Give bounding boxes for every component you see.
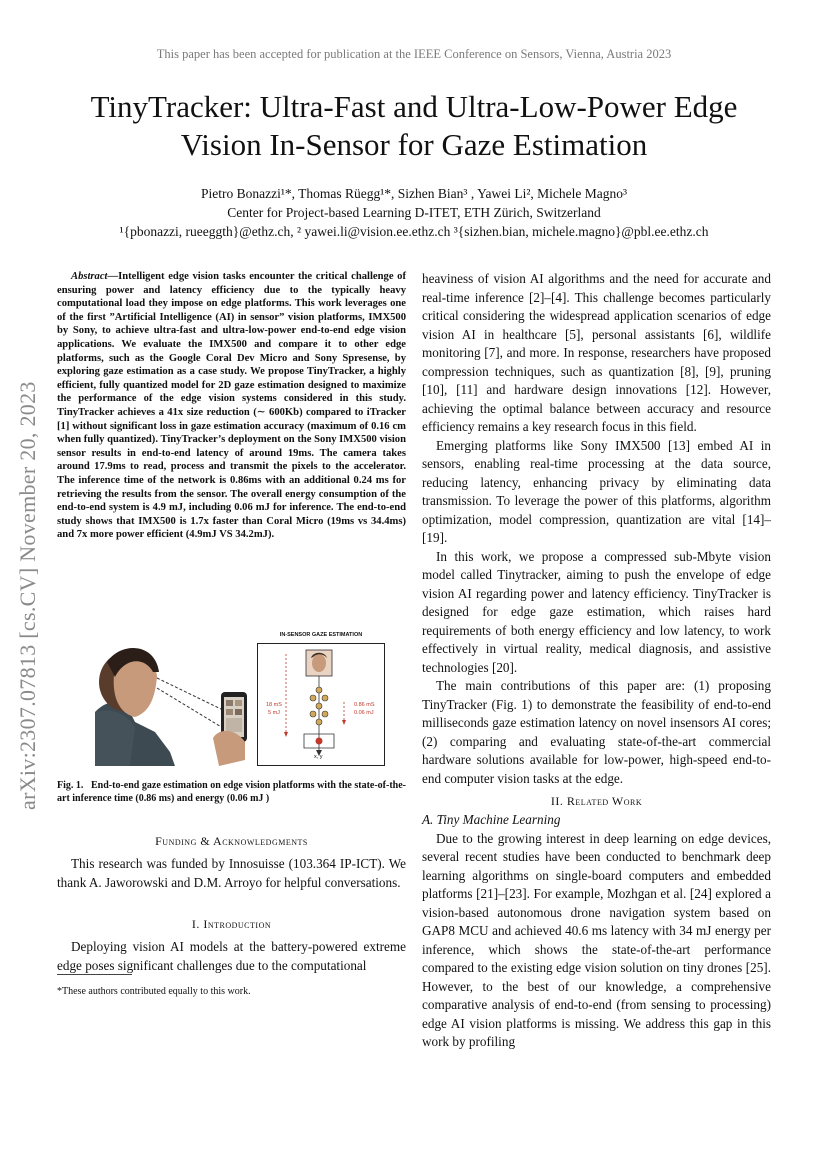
figure-label: IN-SENSOR GAZE ESTIMATION — [279, 632, 363, 638]
funding-heading: Funding & Acknowledgments — [155, 834, 308, 848]
paragraph-2: Emerging platforms like Sony IMX500 [13] embed AI in sensors, enabling real-time processing at the data source, reducing latency, enhancing privacy by eliminating data transmission. To leverage the power of this platforms, algorithm optimization, model compression, quantization are vital [14]–[19]. — [422, 437, 771, 545]
author-affiliation: Center for Project-based Learning D-ITET, ETH Zürich, Switzerland — [227, 205, 601, 220]
paragraph-4: The main contributions of this paper are: (1) proposing TinyTracker (Fig. 1) to demonstrate the feasibility of end-to-end milliseconds gaze estimation latency on novel insensors AI cores; (2) comparing and evaluating state-of-the-art commercial hardware solutions available for low-power, high-speed end-to-end computer vision tasks at the edge. — [422, 678, 771, 786]
introduction-section — [57, 917, 406, 975]
caption-lead: Fig. 1. — [57, 780, 84, 791]
introduction-text: Deploying vision AI models at the battery-powered extreme edge poses significant challenges due to the computational — [57, 939, 406, 973]
paper-title — [40, 88, 788, 164]
in-sensor-diagram — [257, 643, 385, 766]
figure-caption — [57, 779, 406, 805]
introduction-heading: I. Introduction — [191, 917, 272, 931]
title-line-1: TinyTracker: Ultra-Fast and Ultra-Low-Power Edge — [90, 89, 738, 124]
abstract-text: —Intelligent edge vision tasks encounter the critical challenge of ensuring power and latency efficiency due to the typically heavy computational load they impose on edge platforms. This work leverages one of the first ”Artificial Intelligence (AI) in sensor” vision platforms, IMX500 by Sony, to achieve ultra-fast and ultra-low-power end-to-end edge vision applications. We evaluate the IMX500 and compare it to other edge platforms, such as the Google Coral Dev Micro and Sony Spresense, by exploring gaze estimation as a case study. We propose TinyTracker, a highly efficient, fully quantized model for 2D gaze estimation designed to maximize the performance of the edge vision systems considered in this study. TinyTracker achieves a 41x size reduction (∼ 600Kb) compared to iTracker [1] without significant loss in gaze estimation accuracy (maximum of 0.16 cm when fully quantized). TinyTracker’s deployment on the Sony IMX500 vision sensor results in end-to-end latency of around 19ms. The camera takes around 17.9ms to read, process and transmit the pixels to the accelerator. The inference time of the network is 0.86ms with an additional 0.24 ms for retrieving the results from the sensor. The overall energy consumption of the end-to-end system is 4.9 mJ, including 0.06 mJ for inference. The end-to-end study shows that IMX500 is 1.7x faster than Coral Micro (19ms vs 34.4ms) and 7x more power efficient (4.9mJ VS 34.2mJ). — [57, 271, 406, 541]
right-column — [422, 270, 771, 1052]
tiny-ml-subheading: A. Tiny Machine Learning — [422, 812, 561, 827]
latency-annotation-left-1: 18 mS — [266, 702, 282, 708]
author-block — [40, 184, 788, 241]
caption-text: End-to-end gaze estimation on edge vision platforms with the state-of-the-art inference time (0.86 ms) and energy (0.06 mJ ) — [57, 780, 406, 804]
figure-photo — [95, 642, 250, 766]
abstract — [57, 270, 406, 542]
publication-notice: This paper has been accepted for publication at the IEEE Conference on Sensors, Vienna, Austria 2023 — [156, 47, 672, 61]
energy-annotation-left-2: 5 mJ — [268, 710, 280, 716]
footnote: *These authors contributed equally to this work. — [57, 986, 251, 997]
energy-annotation-right-2: 0.06 mJ — [354, 710, 374, 716]
arxiv-identifier: arXiv:2307.07813 [cs.CV] November 20, 2023 — [15, 381, 40, 810]
left-column — [57, 270, 406, 542]
paragraph-3: In this work, we propose a compressed sub-Mbyte vision model called Tinytracker, aiming to push the envelope of edge vision AI regarding power and latency efficiency. TinyTracker is designed for edge gaze estimation, which raises hard requirements of both energy efficiency and low latency, to work effectively in virtual reality, medical diagnosis, and assistive technologies [20]. — [422, 548, 771, 675]
output-label: x, y — [314, 754, 323, 760]
abstract-lead: Abstract — [71, 271, 108, 282]
paragraph-5: Due to the growing interest in deep learning on edge devices, several recent studies have been conducted to benchmark deep learning algorithms on single-board computers and embedded platforms [21]–[23]. For example, Mozhgan et al. [24] explored a vision-based autonomous drone navigation system based on GAP8 MCU and achieved 40.6 ms latency with 34 mJ energy per inference, which shows the state-of-the-art performance compared to the existing edge vision solution on tiny drones [25]. However, to the best of our knowledge, a comprehensive comparative analysis of end-to-end (from sensing to processing) edge AI vision platforms is missing. We address this gap in this work by profiling — [422, 830, 771, 1049]
title-line-2: Vision In-Sensor for Gaze Estimation — [180, 127, 648, 162]
footnote-rule — [57, 974, 132, 975]
funding-section — [57, 834, 406, 892]
figure-1 — [95, 632, 391, 767]
paragraph-1: heaviness of vision AI algorithms and the need for accurate and real-time inference [2]–[4]. This challenge becomes particularly critical considering the widespread application scenarios of edge vision AI in healthcare [5], personal assistants [6], wildlife monitoring [7], and more. In response, researchers have proposed compression techniques, such as quantization [8], [9], pruning [10], [11] and hardware design innovations [12]. However, achieving the optimal balance between accuracy and resource efficiency remains a key research focus in this field. — [422, 271, 771, 434]
funding-text: This research was funded by Innosuisse (103.364 IP-ICT). We thank A. Jaworowski and D.M. Arroyo for helpful conversations. — [57, 856, 406, 890]
related-work-heading: II. Related Work — [550, 794, 643, 808]
author-emails: ¹{pbonazzi, rueeggth}@ethz.ch, ² yawei.li@vision.ee.ethz.ch ³{sizhen.bian, michele.magno}@pbl.ee.ethz.ch — [119, 224, 709, 239]
latency-annotation-right-1: 0.86 mS — [354, 702, 375, 708]
author-names: Pietro Bonazzi¹*, Thomas Rüegg¹*, Sizhen Bian³ , Yawei Li², Michele Magno³ — [200, 186, 628, 201]
person-with-phone-illustration — [95, 642, 250, 766]
